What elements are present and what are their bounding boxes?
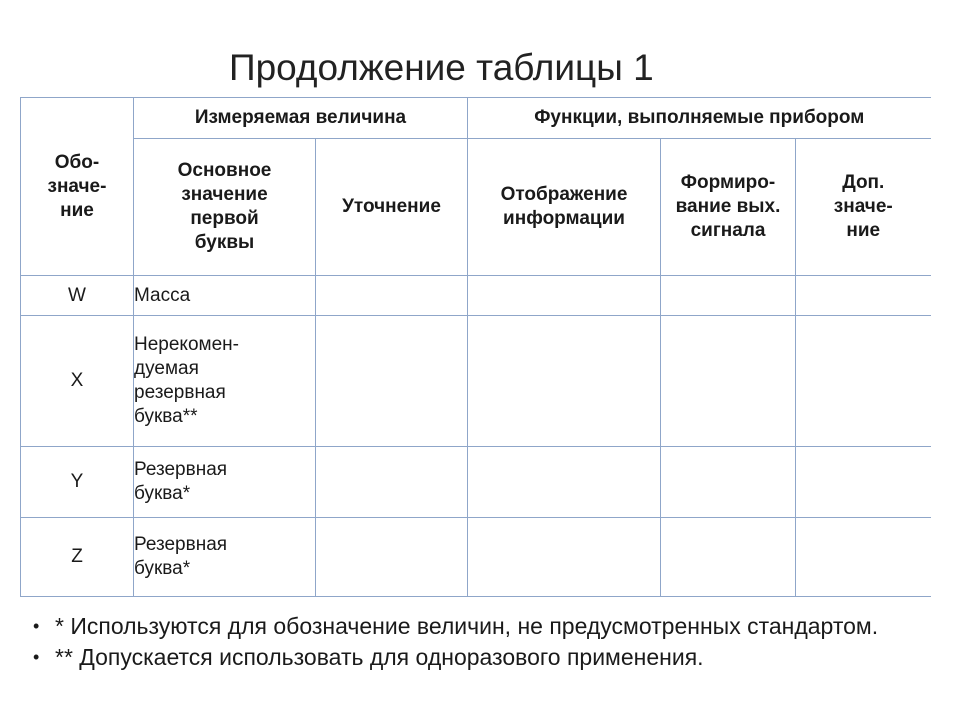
header-output-signal: Формиро- вание вых. сигнала: [661, 139, 796, 276]
footnotes: [33, 612, 933, 674]
empty-cell: [316, 518, 468, 597]
row-code: W: [21, 276, 134, 316]
empty-cell: [796, 316, 931, 447]
header-designation: Обо- значе- ние: [21, 98, 134, 276]
empty-cell: [316, 276, 468, 316]
empty-cell: [468, 518, 661, 597]
table-row: [21, 518, 931, 597]
header-main-meaning: Основное значение первой буквы: [134, 139, 316, 276]
table-row: [21, 447, 931, 518]
footnote-text: * Используются для обозначение величин, не предусмотренных стандартом.: [55, 613, 879, 639]
footnote-text: ** Допускается использовать для одноразового применения.: [55, 644, 704, 670]
empty-cell: [661, 276, 796, 316]
empty-cell: [316, 447, 468, 518]
empty-cell: [468, 447, 661, 518]
empty-cell: [468, 276, 661, 316]
empty-cell: [796, 447, 931, 518]
row-code: X: [21, 316, 134, 447]
footnote-single-star: [33, 612, 933, 641]
empty-cell: [316, 316, 468, 447]
row-code: Y: [21, 447, 134, 518]
empty-cell: [796, 518, 931, 597]
empty-cell: [796, 276, 931, 316]
row-meaning: Резервная буква*: [134, 518, 316, 597]
row-meaning: Нерекомен- дуемая резервная буква**: [134, 316, 316, 447]
footnote-double-star: [33, 643, 933, 672]
row-meaning: Резервная буква*: [134, 447, 316, 518]
designation-table: [20, 97, 931, 597]
header-functions: Функции, выполняемые прибором: [468, 98, 931, 139]
empty-cell: [468, 316, 661, 447]
table-row: [21, 316, 931, 447]
page-title: Продолжение таблицы 1: [229, 47, 654, 88]
header-display: Отображение информации: [468, 139, 661, 276]
empty-cell: [661, 447, 796, 518]
header-refinement: Уточнение: [316, 139, 468, 276]
empty-cell: [661, 518, 796, 597]
empty-cell: [661, 316, 796, 447]
row-code: Z: [21, 518, 134, 597]
bullet-icon: •: [33, 647, 40, 667]
table-row: [21, 276, 931, 316]
bullet-icon: •: [33, 616, 40, 636]
header-extra-meaning: Доп. значе- ние: [796, 139, 931, 276]
row-meaning: Масса: [134, 276, 316, 316]
header-measured-quantity: Измеряемая величина: [134, 98, 468, 139]
